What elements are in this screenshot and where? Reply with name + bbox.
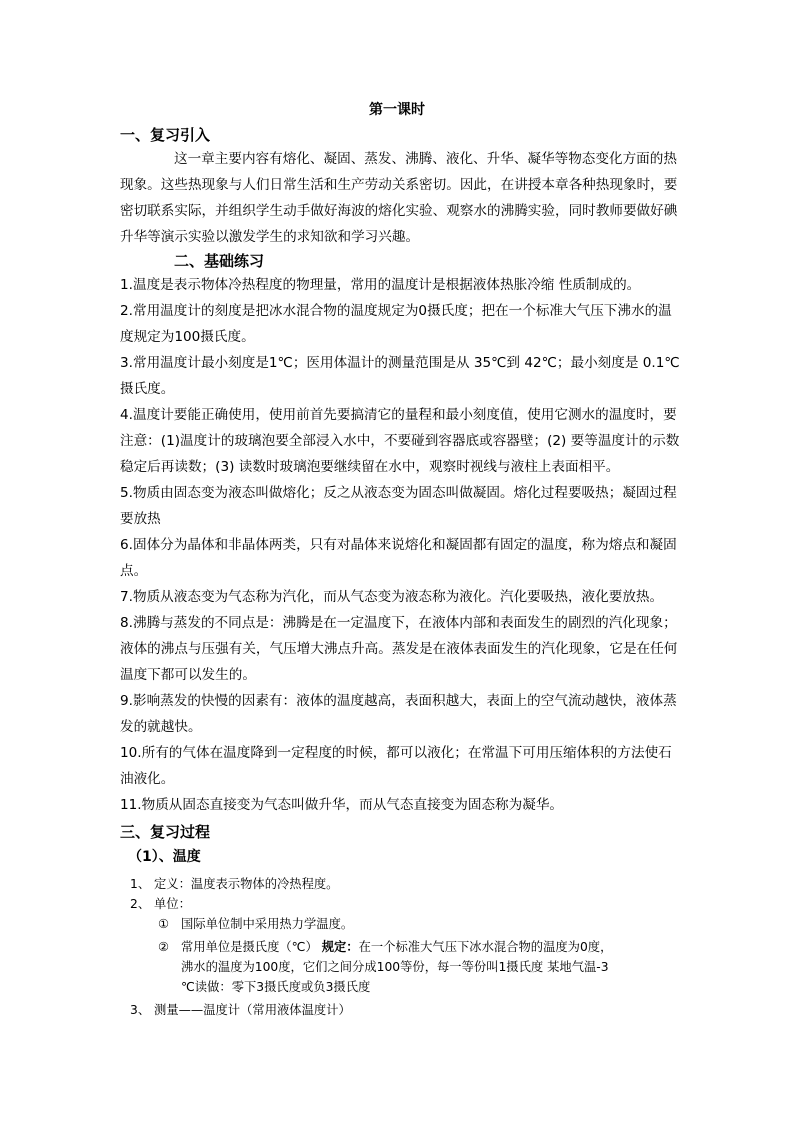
intro-paragraph-text: 这一章主要内容有熔化、凝固、蒸发、沸腾、液化、升华、凝华等物态变化方面的热现象。这些热现象与人们日常生活和生产劳动关系密切。因此，在讲授本章各种热现象时，要密切联系实际，并组织学生动手做好海波的熔化实验、观察水的沸腾实验，同时教师要做好碘升华等演示实验以激发学生的求知欲和学习兴趣。 — [120, 151, 678, 245]
practice-item-2: 2.常用温度计的刻度是把冰水混合物的温度规定为0摄氏度；把在一个标准大气压下沸水的温度规定为100摄氏度。 — [120, 303, 672, 345]
unit-item-thermodynamic: 国际单位制中采用热力学温度。 — [181, 917, 354, 931]
practice-item-7: 7.物质从液态变为气态称为汽化，而从气态变为液态称为液化。汽化要吸热，液化要放热。 — [120, 589, 664, 605]
measurement-thermometer: 3、 测量——温度计（常用液体温度计） — [130, 1003, 351, 1017]
practice-item-10: 10.所有的气体在温度降到一定程度的时候，都可以液化；在常温下可用压缩体积的方法使石油液化。 — [120, 745, 672, 787]
temperature-definition: 1、 定义：温度表示物体的冷热程度。 — [130, 877, 339, 891]
section-heading-basic-practice: 二、基础练习 — [174, 252, 265, 270]
circled-number-1: ① — [158, 917, 170, 931]
section-heading-review-process: 三、复习过程 — [120, 823, 211, 841]
practice-item-1: 1.温度是表示物体冷热程度的物理量，常用的温度计是根据液体热胀冷缩 性质制成的。 — [120, 277, 641, 293]
unit-item-celsius — [181, 937, 612, 957]
temperature-unit-label: 2、 单位： — [130, 897, 191, 911]
practice-item-6: 6.固体分为晶体和非晶体两类，只有对晶体来说熔化和凝固都有固定的温度，称为熔点和凝固点。 — [120, 537, 677, 579]
rule-label: 规定： — [321, 940, 359, 954]
circled-number-2: ② — [158, 940, 170, 954]
celsius-rule-text: 在一个标准大气压下冰水混合物的温度为0度， — [358, 940, 613, 954]
celsius-rule-line-2: 沸水的温度为100度，它们之间分成100等份，每一等份叫1摄氏度 某地气温-3 — [181, 960, 609, 974]
page-title: 第一课时 — [369, 102, 425, 118]
practice-item-11: 11.物质从固态直接变为气态叫做升华，而从气态直接变为固态称为凝华。 — [120, 797, 564, 813]
practice-item-9: 9.影响蒸发的快慢的因素有：液体的温度越高，表面积越大，表面上的空气流动越快，液体蒸发的就越快。 — [120, 693, 677, 735]
celsius-lead-text: 常用单位是摄氏度（℃） — [181, 940, 322, 954]
intro-paragraph — [120, 146, 680, 250]
practice-item-5: 5.物质由固态变为液态叫做熔化；反之从液态变为固态叫做凝固。熔化过程要吸热；凝固过程要放热 — [120, 485, 677, 527]
section-heading-review-intro: 一、复习引入 — [120, 126, 211, 144]
celsius-rule-line-3: ℃读做：零下3摄氏度或负3摄氏度 — [181, 980, 371, 994]
practice-item-4: 4.温度计要能正确使用，使用前首先要搞清它的量程和最小刻度值，使用它测水的温度时，要注意：(1)温度计的玻璃泡要全部浸入水中，不要碰到容器底或容器壁；(2) 要等温度计的示数稳定后再读数；(3) 读数时玻璃泡要继续留在水中，观察时视线与液柱上表面相平。 — [120, 407, 680, 475]
practice-item-8: 8.沸腾与蒸发的不同点是：沸腾是在一定温度下，在液体内部和表面发生的剧烈的汽化现象；液体的沸点与压强有关，气压增大沸点升高。蒸发是在液体表面发生的汽化现象，它是在任何温度下都可以发生的。 — [120, 615, 678, 683]
subheading-temperature: （1）、温度 — [128, 849, 201, 865]
practice-item-3: 3.常用温度计最小刻度是1℃；医用体温计的测量范围是从 35℃到 42℃；最小刻度是 0.1℃摄氏度。 — [120, 355, 680, 397]
